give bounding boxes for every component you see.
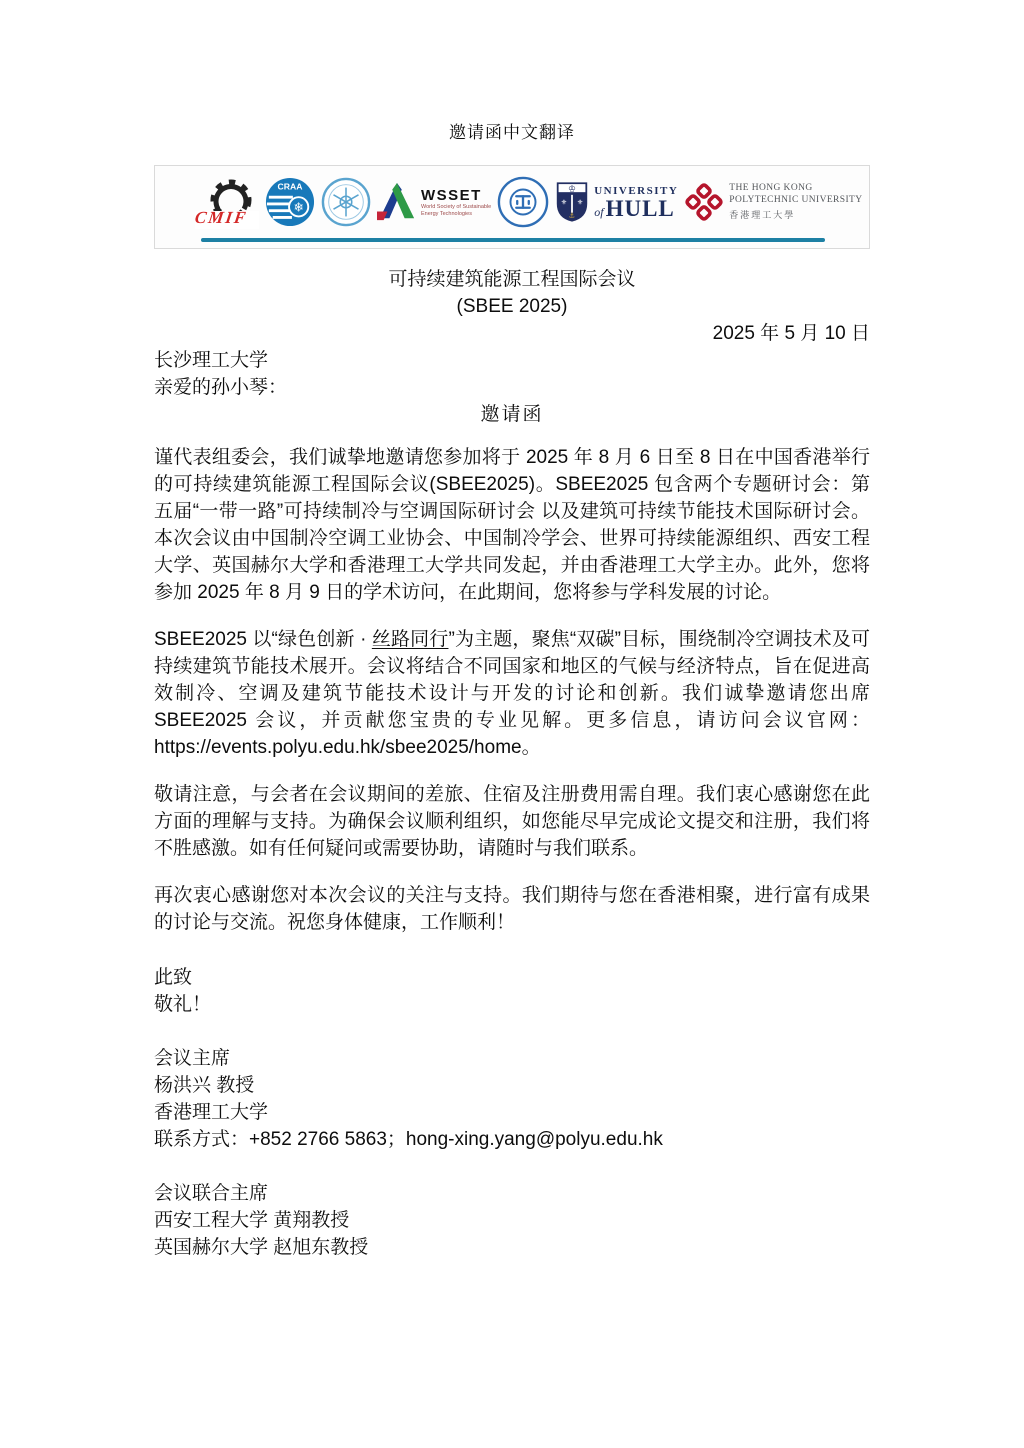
cmif-logo <box>195 175 259 229</box>
polyu-knot-icon <box>684 182 724 222</box>
chair-name: 杨洪兴 教授 <box>154 1075 255 1096</box>
fleur-de-lis-icon: ⚜ <box>577 198 584 207</box>
letter-heading: 邀请函 <box>480 404 544 425</box>
chair-block <box>154 1045 870 1153</box>
theme-text-pre: SBEE2025 以“绿色创新 · <box>154 629 372 650</box>
cochair-block <box>154 1180 870 1261</box>
hull-name-label: HULL <box>605 195 675 221</box>
cochair-hull: 英国赫尔大学 赵旭东教授 <box>154 1237 369 1258</box>
anchor-icon: ⚓ <box>569 212 576 221</box>
conference-title: 可持续建筑能源工程国际会议 <box>388 269 636 290</box>
polyu-name-chinese: 香港理工大學 <box>729 209 796 220</box>
letter-body <box>154 266 870 1261</box>
wsset-subtitle-line2: Energy Technologies <box>421 210 472 217</box>
wsset-subtitle-line1: World Society of Sustainable <box>421 203 492 210</box>
wsset-text <box>421 187 491 218</box>
closing-cizhi: 此致 <box>154 967 193 988</box>
refrigeration-society-seal <box>321 177 371 227</box>
doc-title: 邀请函中文翻译 <box>449 123 575 142</box>
craa-logo <box>265 177 315 227</box>
crown-icon: ♔ <box>568 183 577 194</box>
chair-contact: 联系方式：+852 2766 5863；hong-xing.yang@polyu.edu.hk <box>154 1129 663 1150</box>
logo-row <box>155 166 869 238</box>
university-seal-icon <box>497 176 549 228</box>
cmif-label: CMIF <box>193 208 249 227</box>
polyu-name-line1: THE HONG KONG <box>729 183 813 194</box>
wsset-logo <box>377 180 491 224</box>
hull-of-label: of <box>594 204 604 219</box>
snowflake-icon: ❄ <box>293 200 304 215</box>
hull-university-label: UNIVERSITY <box>594 184 679 197</box>
closing-block <box>154 964 870 1018</box>
closing-jingli: 敬礼！ <box>154 994 212 1015</box>
paragraph-theme <box>154 626 870 761</box>
chair-title: 会议主席 <box>154 1048 231 1069</box>
fleur-de-lis-icon: ⚜ <box>560 198 568 207</box>
paragraph-notice: 敬请注意，与会者在会议期间的差旅、住宿及注册费用需自理。我们衷心感谢您在此方面的理解与支持。为确保会议顺利组织，如您能尽早完成论文提交和注册，我们将不胜感激。如有任何疑问或需要协助，请随时与我们联系。 <box>154 784 870 859</box>
craa-circle-icon <box>265 177 315 227</box>
snowflake-seal-icon <box>321 177 371 227</box>
cochair-xpu: 西安工程大学 黄翔教授 <box>154 1210 350 1231</box>
craa-label: CRAA <box>277 181 303 192</box>
theme-underlined-text: 丝路同行 <box>371 629 449 650</box>
theme-text-post: ”为主题，聚焦“双碳”目标，围绕制冷空调技术及可持续建筑节能技术展开。会议将结合不同国家和地区的气候与经济特点，旨在促进高效制冷、空调及建筑节能技术设计与开发的讨论和创新。我们诚挚邀请您出席 SBEE2025 会议，并贡献您宝贵的专业见解。更多信息，请访问会议官网：https://events.polyu.edu.hk/sbee2025/home。 <box>154 629 870 758</box>
hull-logo <box>555 179 678 225</box>
polyu-logo <box>684 182 862 222</box>
banner-divider <box>201 238 825 242</box>
xpu-university-seal <box>497 176 549 228</box>
hull-crest-icon <box>555 179 589 225</box>
logo-banner <box>154 165 870 249</box>
recipient-org: 长沙理工大学 <box>154 350 269 371</box>
cochair-title: 会议联合主席 <box>154 1183 269 1204</box>
salutation: 亲爱的孙小琴： <box>154 377 288 398</box>
polyu-text <box>729 183 862 221</box>
paragraph-thanks: 再次衷心感谢您对本次会议的关注与支持。我们期待与您在香港相聚，进行富有成果的讨论与交流。祝您身体健康，工作顺利！ <box>154 885 870 933</box>
hull-text <box>594 185 678 220</box>
wsset-label: WSSET <box>421 186 482 204</box>
wsset-triangle-icon <box>377 180 417 224</box>
polyu-name-line2: POLYTECHNIC UNIVERSITY <box>729 195 863 205</box>
letter-date: 2025 年 5 月 10 日 <box>712 323 870 344</box>
paragraph-invitation: 谨代表组委会，我们诚挚地邀请您参加将于 2025 年 8 月 6 日至 8 日在中国香港举行的可持续建筑能源工程国际会议(SBEE2025)。SBEE2025 包含两个专题研讨会：第五届“一带一路”可持续制冷与空调国际研讨会 以及建筑可持续节能技术国际研讨会。本次会议由中国制冷空调工业协会、中国制冷学会、世界可持续能源组织、西安工程大学、英国赫尔大学和香港理工大学共同发起，并由香港理工大学主办。此外，您将参加 2025 年 8 月 9 日的学术访问，在此期间，您将参与学科发展的讨论。 <box>154 447 870 603</box>
conference-subtitle: (SBEE 2025) <box>456 296 568 317</box>
chair-org: 香港理工大学 <box>154 1102 269 1123</box>
